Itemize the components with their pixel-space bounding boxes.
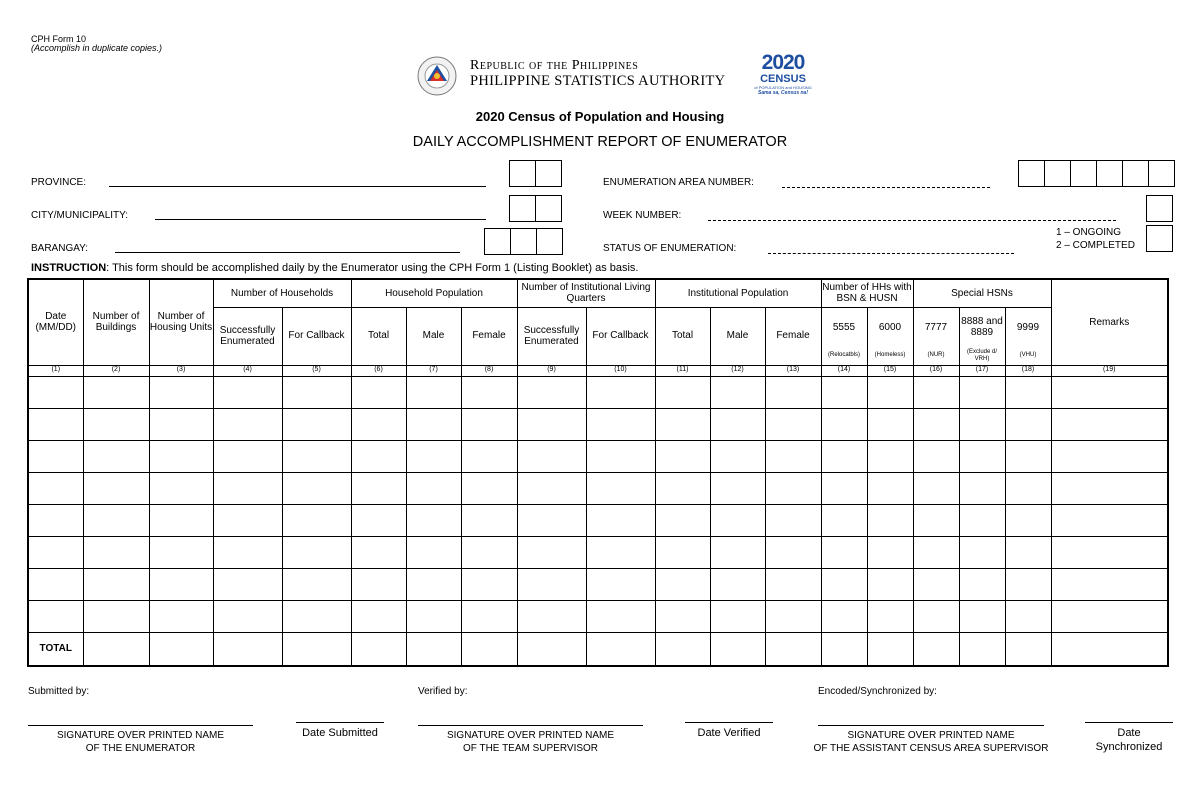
column-number: (11) (655, 365, 710, 376)
table-row (28, 440, 1168, 472)
table-cell[interactable] (406, 504, 461, 536)
census-logo (748, 52, 818, 97)
table-cell[interactable] (149, 600, 213, 632)
table-cell[interactable] (959, 504, 1005, 536)
column-number: (14) (821, 365, 867, 376)
table-cell[interactable] (406, 376, 461, 408)
table-cell[interactable] (282, 568, 351, 600)
table-cell[interactable] (282, 472, 351, 504)
total-label: TOTAL (28, 632, 83, 666)
table-row (28, 600, 1168, 632)
supervisor-signature-line[interactable] (418, 725, 643, 726)
header-male-hh: Male (406, 307, 461, 365)
table-cell[interactable] (213, 536, 282, 568)
table-cell[interactable] (28, 472, 83, 504)
date-synchronized-line[interactable] (1085, 722, 1173, 723)
table-cell[interactable] (517, 376, 586, 408)
header-successfully-inst: Successfully Enumerated (517, 307, 586, 365)
header-vhu: (VHU) (1005, 347, 1051, 365)
table-cell[interactable] (282, 600, 351, 632)
table-cell[interactable] (1051, 504, 1168, 536)
encoded-by-label: Encoded/Synchronized by: (818, 686, 937, 697)
table-cell[interactable] (655, 536, 710, 568)
enumerator-sig-line2: OF THE ENUMERATOR (85, 743, 196, 754)
table-cell[interactable] (213, 408, 282, 440)
week-number-label: WEEK NUMBER: (603, 210, 682, 221)
table-cell[interactable] (655, 600, 710, 632)
table-cell[interactable] (351, 472, 406, 504)
survey-title: 2020 Census of Population and Housing (475, 109, 725, 124)
table-cell[interactable] (586, 504, 655, 536)
table-cell[interactable] (821, 536, 867, 568)
table-cell[interactable] (149, 376, 213, 408)
table-cell[interactable] (821, 472, 867, 504)
header-hhs-bsn: Number of HHs with BSN & HUSN (821, 279, 913, 307)
form-code: CPH Form 10 (31, 34, 87, 44)
table-cell[interactable] (821, 440, 867, 472)
header-special-hsns: Special HSNs (913, 279, 1051, 307)
table-cell[interactable] (586, 600, 655, 632)
table-cell[interactable] (406, 408, 461, 440)
table-cell[interactable] (517, 504, 586, 536)
table-cell[interactable] (710, 504, 765, 536)
census-logo-word: CENSUS (760, 73, 806, 85)
total-cell[interactable] (351, 632, 406, 666)
table-cell[interactable] (517, 536, 586, 568)
table-cell[interactable] (867, 568, 913, 600)
table-cell[interactable] (765, 568, 821, 600)
table-cell[interactable] (765, 600, 821, 632)
table-cell[interactable] (213, 600, 282, 632)
table-cell[interactable] (655, 408, 710, 440)
form-note: (Accomplish in duplicate copies.) (31, 43, 163, 53)
date-submitted-line[interactable] (296, 722, 384, 723)
table-cell[interactable] (913, 440, 959, 472)
barangay-input[interactable] (115, 252, 460, 253)
column-number: (15) (867, 365, 913, 376)
table-cell[interactable] (821, 408, 867, 440)
column-number: (18) (1005, 365, 1051, 376)
column-number: (2) (83, 365, 149, 376)
column-number-row (28, 365, 1168, 376)
table-cell[interactable] (406, 568, 461, 600)
total-cell[interactable] (959, 632, 1005, 666)
date-submitted-caption: Date Submitted (302, 727, 378, 739)
table-cell[interactable] (959, 472, 1005, 504)
total-cell[interactable] (913, 632, 959, 666)
table-cell[interactable] (83, 600, 149, 632)
enumerator-sig-line1: SIGNATURE OVER PRINTED NAME (56, 730, 225, 741)
instruction-text: : This form should be accomplished daily by the Enumerator using the CPH Form 1 (Listing Booklet) as basis. (106, 262, 639, 274)
table-row (28, 376, 1168, 408)
table-cell[interactable] (1005, 504, 1051, 536)
table-cell[interactable] (821, 600, 867, 632)
table-cell[interactable] (867, 504, 913, 536)
date-verified-line[interactable] (685, 722, 773, 723)
acas-sig-line2: OF THE ASSISTANT CENSUS AREA SUPERVISOR (813, 743, 1049, 754)
table-cell[interactable] (765, 440, 821, 472)
table-cell[interactable] (351, 408, 406, 440)
supervisor-sig-line2: OF THE TEAM SUPERVISOR (462, 743, 599, 754)
table-cell[interactable] (710, 600, 765, 632)
total-cell[interactable] (1005, 632, 1051, 666)
acas-sig-line1: SIGNATURE OVER PRINTED NAME (847, 730, 1015, 741)
table-cell[interactable] (517, 408, 586, 440)
column-number: (16) (913, 365, 959, 376)
table-cell[interactable] (867, 536, 913, 568)
table-cell[interactable] (517, 600, 586, 632)
table-cell[interactable] (867, 600, 913, 632)
total-cell[interactable] (282, 632, 351, 666)
column-number: (8) (461, 365, 517, 376)
barangay-label: BARANGAY: (31, 243, 89, 254)
ea-number-input[interactable] (782, 187, 990, 188)
header-inst-population: Institutional Population (655, 279, 821, 307)
city-input[interactable] (155, 219, 486, 220)
header-female-inst: Female (765, 307, 821, 365)
total-cell[interactable] (867, 632, 913, 666)
week-number-input[interactable] (708, 220, 1116, 221)
column-number: (9) (517, 365, 586, 376)
total-cell[interactable] (710, 632, 765, 666)
table-cell[interactable] (28, 600, 83, 632)
table-cell[interactable] (586, 536, 655, 568)
supervisor-sig-line1: SIGNATURE OVER PRINTED NAME (446, 730, 615, 741)
table-cell[interactable] (351, 568, 406, 600)
total-spacer (1051, 632, 1168, 666)
table-cell[interactable] (586, 376, 655, 408)
date-synchronized-caption (1079, 726, 1179, 755)
table-cell[interactable] (1051, 376, 1168, 408)
table-cell[interactable] (461, 536, 517, 568)
table-cell[interactable] (1005, 472, 1051, 504)
table-cell[interactable] (351, 600, 406, 632)
supervisor-signature-caption (418, 729, 643, 755)
table-cell[interactable] (710, 568, 765, 600)
column-number: (12) (710, 365, 765, 376)
table-cell[interactable] (1005, 408, 1051, 440)
table-cell[interactable] (913, 472, 959, 504)
table-cell[interactable] (765, 536, 821, 568)
table-cell[interactable] (913, 408, 959, 440)
total-cell[interactable] (406, 632, 461, 666)
table-cell[interactable] (83, 376, 149, 408)
table-cell[interactable] (1051, 408, 1168, 440)
header-housing-units: Number of Housing Units (149, 279, 213, 365)
accomplishment-table (27, 278, 1169, 667)
table-cell[interactable] (586, 568, 655, 600)
header-relocatables: (Relocatbls) (821, 347, 867, 365)
ea-number-boxes[interactable] (1019, 160, 1175, 187)
column-number: (17) (959, 365, 1005, 376)
enumerator-signature-caption (28, 729, 253, 755)
table-cell[interactable] (282, 376, 351, 408)
table-cell[interactable] (1051, 440, 1168, 472)
header-buildings: Number of Buildings (83, 279, 149, 365)
table-cell[interactable] (351, 504, 406, 536)
date-synced-line1: Date (1117, 727, 1141, 739)
table-cell[interactable] (213, 504, 282, 536)
table-cell[interactable] (586, 408, 655, 440)
table-cell[interactable] (913, 536, 959, 568)
table-cell[interactable] (213, 376, 282, 408)
table-cell[interactable] (406, 536, 461, 568)
header-date: Date (MM/DD) (28, 279, 83, 365)
table-cell[interactable] (1051, 536, 1168, 568)
table-cell[interactable] (710, 408, 765, 440)
header-remarks: Remarks (1051, 279, 1168, 365)
column-number: (7) (406, 365, 461, 376)
table-cell[interactable] (765, 376, 821, 408)
table-cell[interactable] (28, 504, 83, 536)
province-code-boxes[interactable] (510, 160, 562, 187)
table-cell[interactable] (213, 440, 282, 472)
table-cell[interactable] (517, 568, 586, 600)
table-cell[interactable] (710, 536, 765, 568)
column-number: (10) (586, 365, 655, 376)
header-homeless: (Homeless) (867, 347, 913, 365)
table-cell[interactable] (461, 376, 517, 408)
table-row (28, 472, 1168, 504)
table-cell[interactable] (28, 568, 83, 600)
status-option-ongoing: 1 – ONGOING (1056, 227, 1122, 238)
total-cell[interactable] (83, 632, 149, 666)
table-cell[interactable] (821, 504, 867, 536)
status-box[interactable] (1147, 225, 1173, 252)
table-cell[interactable] (149, 536, 213, 568)
ea-number-label: ENUMERATION AREA NUMBER: (603, 177, 754, 188)
table-cell[interactable] (821, 568, 867, 600)
total-cell[interactable] (213, 632, 282, 666)
table-cell[interactable] (149, 408, 213, 440)
table-cell[interactable] (867, 408, 913, 440)
table-row (28, 408, 1168, 440)
header-hh-population: Household Population (351, 279, 517, 307)
census-logo-year: 2020 (761, 51, 805, 74)
status-label: STATUS OF ENUMERATION: (603, 243, 737, 254)
table-cell[interactable] (913, 600, 959, 632)
table-cell[interactable] (517, 440, 586, 472)
table-cell[interactable] (913, 504, 959, 536)
table-cell[interactable] (351, 440, 406, 472)
submitted-by-label: Submitted by: (28, 686, 90, 697)
table-cell[interactable] (1005, 568, 1051, 600)
table-cell[interactable] (406, 472, 461, 504)
table-cell[interactable] (282, 440, 351, 472)
table-cell[interactable] (710, 376, 765, 408)
header-8888: 8888 and 8889 (959, 307, 1005, 347)
header-nur: (NUR) (913, 347, 959, 365)
table-row (28, 504, 1168, 536)
table-cell[interactable] (1005, 440, 1051, 472)
column-number: (5) (282, 365, 351, 376)
total-cell[interactable] (655, 632, 710, 666)
total-cell[interactable] (149, 632, 213, 666)
table-row (28, 536, 1168, 568)
table-cell[interactable] (1005, 376, 1051, 408)
total-cell[interactable] (586, 632, 655, 666)
table-cell[interactable] (83, 536, 149, 568)
status-input[interactable] (768, 253, 1014, 254)
table-cell[interactable] (655, 504, 710, 536)
column-number: (19) (1051, 365, 1168, 376)
table-cell[interactable] (149, 568, 213, 600)
header-total-hh: Total (351, 307, 406, 365)
instruction-label: INSTRUCTION (31, 262, 107, 274)
table-cell[interactable] (213, 568, 282, 600)
table-cell[interactable] (282, 504, 351, 536)
header-num-institutional: Number of Institutional Living Quarters (517, 279, 655, 307)
table-cell[interactable] (1005, 536, 1051, 568)
table-cell[interactable] (461, 568, 517, 600)
table-cell[interactable] (461, 472, 517, 504)
date-synced-line2: Synchronized (1095, 741, 1163, 754)
city-label: CITY/MUNICIPALITY: (31, 210, 129, 221)
province-label: PROVINCE: (31, 177, 87, 188)
table-cell[interactable] (821, 376, 867, 408)
table-cell[interactable] (913, 568, 959, 600)
total-row (28, 632, 1168, 666)
table-cell[interactable] (1051, 600, 1168, 632)
table-cell[interactable] (83, 440, 149, 472)
table-cell[interactable] (282, 536, 351, 568)
census-logo-slogan: Sama sa, Census na! (757, 90, 809, 96)
table-cell[interactable] (765, 504, 821, 536)
column-number: (4) (213, 365, 282, 376)
barangay-code-boxes[interactable] (485, 228, 563, 255)
table-cell[interactable] (351, 376, 406, 408)
table-cell[interactable] (149, 472, 213, 504)
acas-signature-caption (800, 729, 1062, 755)
table-cell[interactable] (959, 408, 1005, 440)
verified-by-label: Verified by: (418, 686, 468, 697)
table-cell[interactable] (28, 376, 83, 408)
header-6000: 6000 (867, 307, 913, 347)
table-cell[interactable] (461, 504, 517, 536)
header-callback-inst: For Callback (586, 307, 655, 365)
table-cell[interactable] (655, 440, 710, 472)
header-callback-hh: For Callback (282, 307, 351, 365)
table-cell[interactable] (959, 440, 1005, 472)
report-title: DAILY ACCOMPLISHMENT REPORT OF ENUMERATOR (412, 134, 788, 150)
table-cell[interactable] (765, 472, 821, 504)
enumerator-signature-line[interactable] (28, 725, 253, 726)
total-cell[interactable] (461, 632, 517, 666)
table-cell[interactable] (913, 376, 959, 408)
total-cell[interactable] (517, 632, 586, 666)
header-9999: 9999 (1005, 307, 1051, 347)
column-number: (3) (149, 365, 213, 376)
table-cell[interactable] (406, 440, 461, 472)
status-option-completed: 2 – COMPLETED (1056, 240, 1135, 251)
table-cell[interactable] (83, 472, 149, 504)
header-excluded: (Exclude d/ VRH) (959, 347, 1005, 365)
header-total-inst: Total (655, 307, 710, 365)
table-cell[interactable] (959, 536, 1005, 568)
column-number: (1) (28, 365, 83, 376)
header-5555: 5555 (821, 307, 867, 347)
table-cell[interactable] (28, 536, 83, 568)
psa-seal-icon (416, 55, 458, 97)
table-cell[interactable] (1051, 568, 1168, 600)
header-successfully-hh: Successfully Enumerated (213, 307, 282, 365)
table-cell[interactable] (83, 504, 149, 536)
republic-label: Republic of the Philippines (470, 58, 639, 73)
table-cell[interactable] (1005, 600, 1051, 632)
table-cell[interactable] (765, 408, 821, 440)
table-cell[interactable] (83, 568, 149, 600)
header-female-hh: Female (461, 307, 517, 365)
table-cell[interactable] (586, 472, 655, 504)
table-cell[interactable] (1051, 472, 1168, 504)
header-num-households: Number of Households (213, 279, 351, 307)
table-cell[interactable] (517, 472, 586, 504)
agency-name: PHILIPPINE STATISTICS AUTHORITY (470, 73, 726, 89)
column-number: (6) (351, 365, 406, 376)
table-cell[interactable] (867, 376, 913, 408)
table-cell[interactable] (655, 568, 710, 600)
city-code-boxes[interactable] (510, 195, 562, 222)
table-cell[interactable] (959, 568, 1005, 600)
province-input[interactable] (109, 186, 486, 187)
table-cell[interactable] (83, 408, 149, 440)
table-cell[interactable] (461, 440, 517, 472)
table-cell[interactable] (406, 600, 461, 632)
table-cell[interactable] (28, 408, 83, 440)
table-cell[interactable] (710, 440, 765, 472)
date-verified-caption: Date Verified (697, 727, 761, 739)
census-logo-sub: of POPULATION and HOUSING (754, 85, 812, 90)
total-cell[interactable] (821, 632, 867, 666)
table-cell[interactable] (655, 376, 710, 408)
table-cell[interactable] (461, 408, 517, 440)
table-cell[interactable] (461, 600, 517, 632)
table-cell[interactable] (351, 536, 406, 568)
table-cell[interactable] (586, 440, 655, 472)
table-cell[interactable] (867, 472, 913, 504)
table-cell[interactable] (959, 600, 1005, 632)
table-cell[interactable] (149, 504, 213, 536)
header-male-inst: Male (710, 307, 765, 365)
instruction (31, 262, 639, 274)
table-row (28, 568, 1168, 600)
table-cell[interactable] (282, 408, 351, 440)
total-cell[interactable] (765, 632, 821, 666)
table-cell[interactable] (867, 440, 913, 472)
table-cell[interactable] (213, 472, 282, 504)
table-cell[interactable] (655, 472, 710, 504)
week-number-box[interactable] (1147, 195, 1173, 222)
table-cell[interactable] (959, 376, 1005, 408)
header-7777: 7777 (913, 307, 959, 347)
table-cell[interactable] (710, 472, 765, 504)
table-cell[interactable] (28, 440, 83, 472)
acas-signature-line[interactable] (818, 725, 1044, 726)
table-cell[interactable] (149, 440, 213, 472)
column-number: (13) (765, 365, 821, 376)
